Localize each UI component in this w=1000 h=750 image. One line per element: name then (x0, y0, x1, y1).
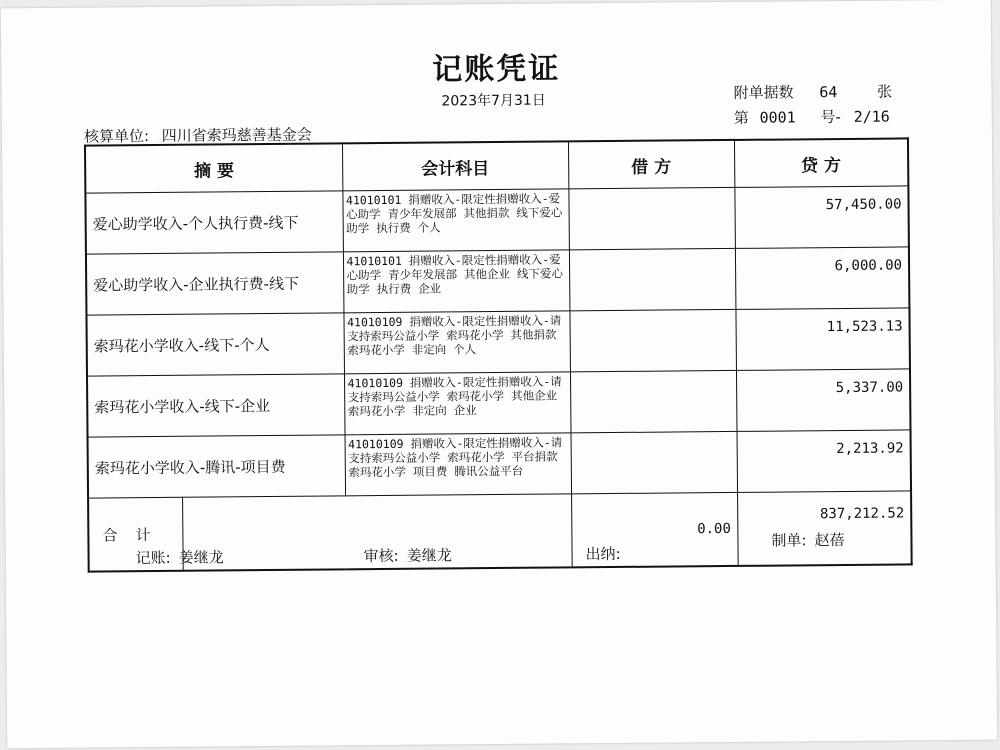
row-summary: 索玛花小学收入-线下-企业 (87, 374, 345, 437)
table-row (86, 308, 910, 376)
row-credit: 6,000.00 (735, 247, 910, 310)
accounting-unit: 核算单位: 四川省索玛慈善基金会 (83, 125, 312, 146)
row-summary: 索玛花小学收入-腾讯-项目费 (88, 435, 346, 498)
attachments-count: 附单据数 64 张 (733, 82, 893, 102)
row-debit (571, 431, 738, 493)
voucher-date: 2023年7月31日 (441, 92, 546, 110)
total-debit: 0.00 (571, 492, 738, 567)
row-account: 41010109 捐赠收入-限定性捐赠收入-请支持索玛公益小学 索玛花小学 其他企业 索玛花小学 非定向 企业 (344, 372, 571, 435)
row-credit: 2,213.92 (737, 430, 912, 493)
header-summary: 摘 要 (85, 143, 342, 193)
table-row (87, 369, 911, 437)
header-debit: 借 方 (568, 140, 734, 189)
row-account: 41010101 捐赠收入-限定性捐赠收入-爱心助学 青少年发展部 其他捐款 线下爱心助学 执行费 个人 (342, 189, 569, 252)
table-header (85, 138, 908, 193)
row-credit: 57,450.00 (734, 186, 909, 249)
voucher-page (1, 0, 997, 748)
voucher-table (84, 137, 913, 572)
row-debit (569, 248, 736, 310)
signature-bookkeeper: 记账: 姜继龙 (135, 548, 224, 568)
signature-cashier: 出纳: (585, 544, 621, 564)
table-row (85, 186, 909, 254)
row-debit (569, 309, 736, 371)
voucher-number: 第 0001 号- 2/16 (733, 107, 890, 127)
row-summary: 索玛花小学收入-线下-个人 (86, 313, 344, 376)
row-debit (568, 187, 735, 249)
signature-reviewer: 审核: 姜继龙 (363, 546, 452, 566)
total-label: 合计 (88, 497, 183, 571)
row-account: 41010101 捐赠收入-限定性捐赠收入-爱心助学 青少年发展部 其他企业 线下爱心助学 执行费 企业 (343, 250, 570, 313)
row-credit: 5,337.00 (736, 369, 911, 432)
header-credit: 贷 方 (734, 138, 908, 187)
header-account: 会计科目 (342, 141, 568, 190)
signature-preparer: 制单: 赵蓓 (771, 530, 845, 550)
table-row (86, 247, 910, 315)
row-account: 41010109 捐赠收入-限定性捐赠收入-请支持索玛公益小学 索玛花小学 平台捐款 索玛花小学 项目费 腾讯公益平台 (345, 433, 572, 496)
row-summary: 爱心助学收入-个人执行费-线下 (85, 191, 343, 254)
row-summary: 爱心助学收入-企业执行费-线下 (86, 252, 344, 315)
table-row (88, 430, 912, 498)
total-credit: 837,212.52 (737, 491, 912, 566)
voucher-title: 记账凭证 (432, 51, 561, 88)
row-credit: 11,523.13 (735, 308, 910, 371)
row-debit (570, 370, 737, 432)
row-account: 41010109 捐赠收入-限定性捐赠收入-请支持索玛公益小学 索玛花小学 其他捐款 索玛花小学 非定向 个人 (343, 311, 570, 374)
